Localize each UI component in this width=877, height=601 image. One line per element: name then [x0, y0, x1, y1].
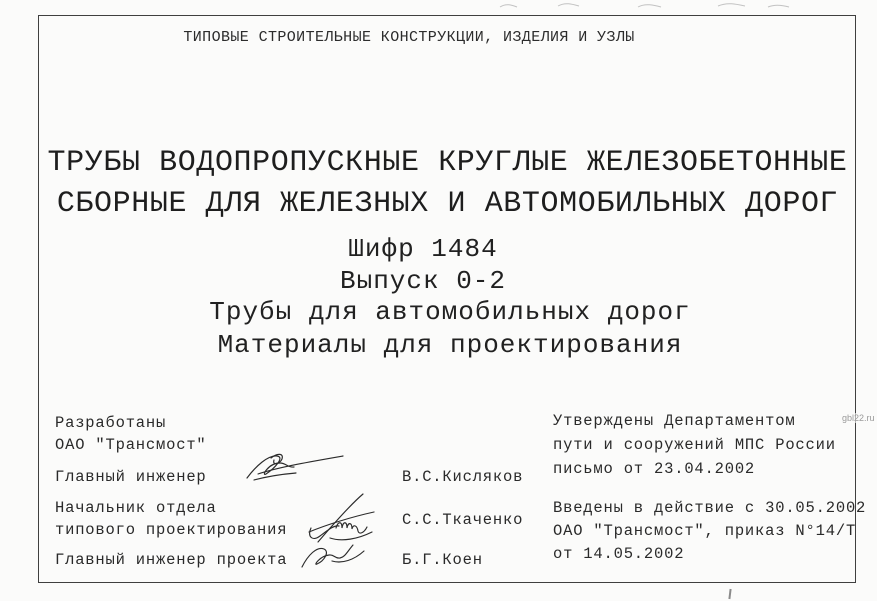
introduced-line-1: Введены в действие с 30.05.2002	[553, 499, 867, 517]
doc-title-line-1: ТРУБЫ ВОДОПРОПУСКНЫЕ КРУГЛЫЕ ЖЕЛЕЗОБЕТОННЫЕ	[47, 146, 848, 180]
role-department-head-line-2: типового проектирования	[55, 521, 288, 539]
introduced-block	[553, 497, 866, 566]
role-chief-engineer: Главный инженер	[55, 468, 207, 486]
developed-by-label: Разработаны	[55, 414, 167, 432]
signature-tkachenko	[306, 491, 376, 545]
series-header: ТИПОВЫЕ СТРОИТЕЛЬНЫЕ КОНСТРУКЦИИ, ИЗДЕЛИЯ И УЗЛЫ	[183, 29, 635, 46]
signatory-name-kislyakov: В.С.Кисляков	[402, 468, 524, 486]
doc-title-line-2: СБОРНЫЕ ДЛЯ ЖЕЛЕЗНЫХ И АВТОМОБИЛЬНЫХ ДОРОГ	[56, 187, 839, 221]
site-watermark: gbl22.ru	[842, 413, 875, 423]
subtitle-roads: Трубы для автомобильных дорог	[209, 297, 691, 327]
developed-by-org: ОАО "Трансмост"	[55, 436, 207, 454]
approved-line-1: Утверждены Департаментом	[553, 412, 796, 430]
subtitle-materials: Материалы для проектирования	[217, 330, 683, 360]
approved-line-2: пути и сооружений МПС России	[553, 436, 836, 454]
signatory-name-tkachenko: С.С.Ткаченко	[402, 511, 524, 529]
approved-by-block	[553, 409, 836, 481]
cipher-line: Шифр 1484	[348, 234, 498, 264]
role-department-head-line-1: Начальник отдела	[55, 499, 217, 517]
signatory-name-koen: Б.Г.Коен	[402, 551, 483, 569]
introduced-line-2: ОАО "Трансмост", приказ N°14/Т	[553, 522, 857, 540]
signature-koen	[298, 542, 368, 571]
issue-line: Выпуск 0-2	[339, 266, 507, 296]
scan-bottom-edge-artifact	[728, 589, 731, 599]
signature-kislyakov	[244, 450, 346, 484]
approved-line-3: письмо от 23.04.2002	[553, 460, 756, 478]
scan-top-edge-artifacts	[0, 0, 877, 10]
introduced-line-3: от 14.05.2002	[553, 545, 685, 563]
role-chief-project-engineer: Главный инженер проекта	[55, 551, 288, 569]
